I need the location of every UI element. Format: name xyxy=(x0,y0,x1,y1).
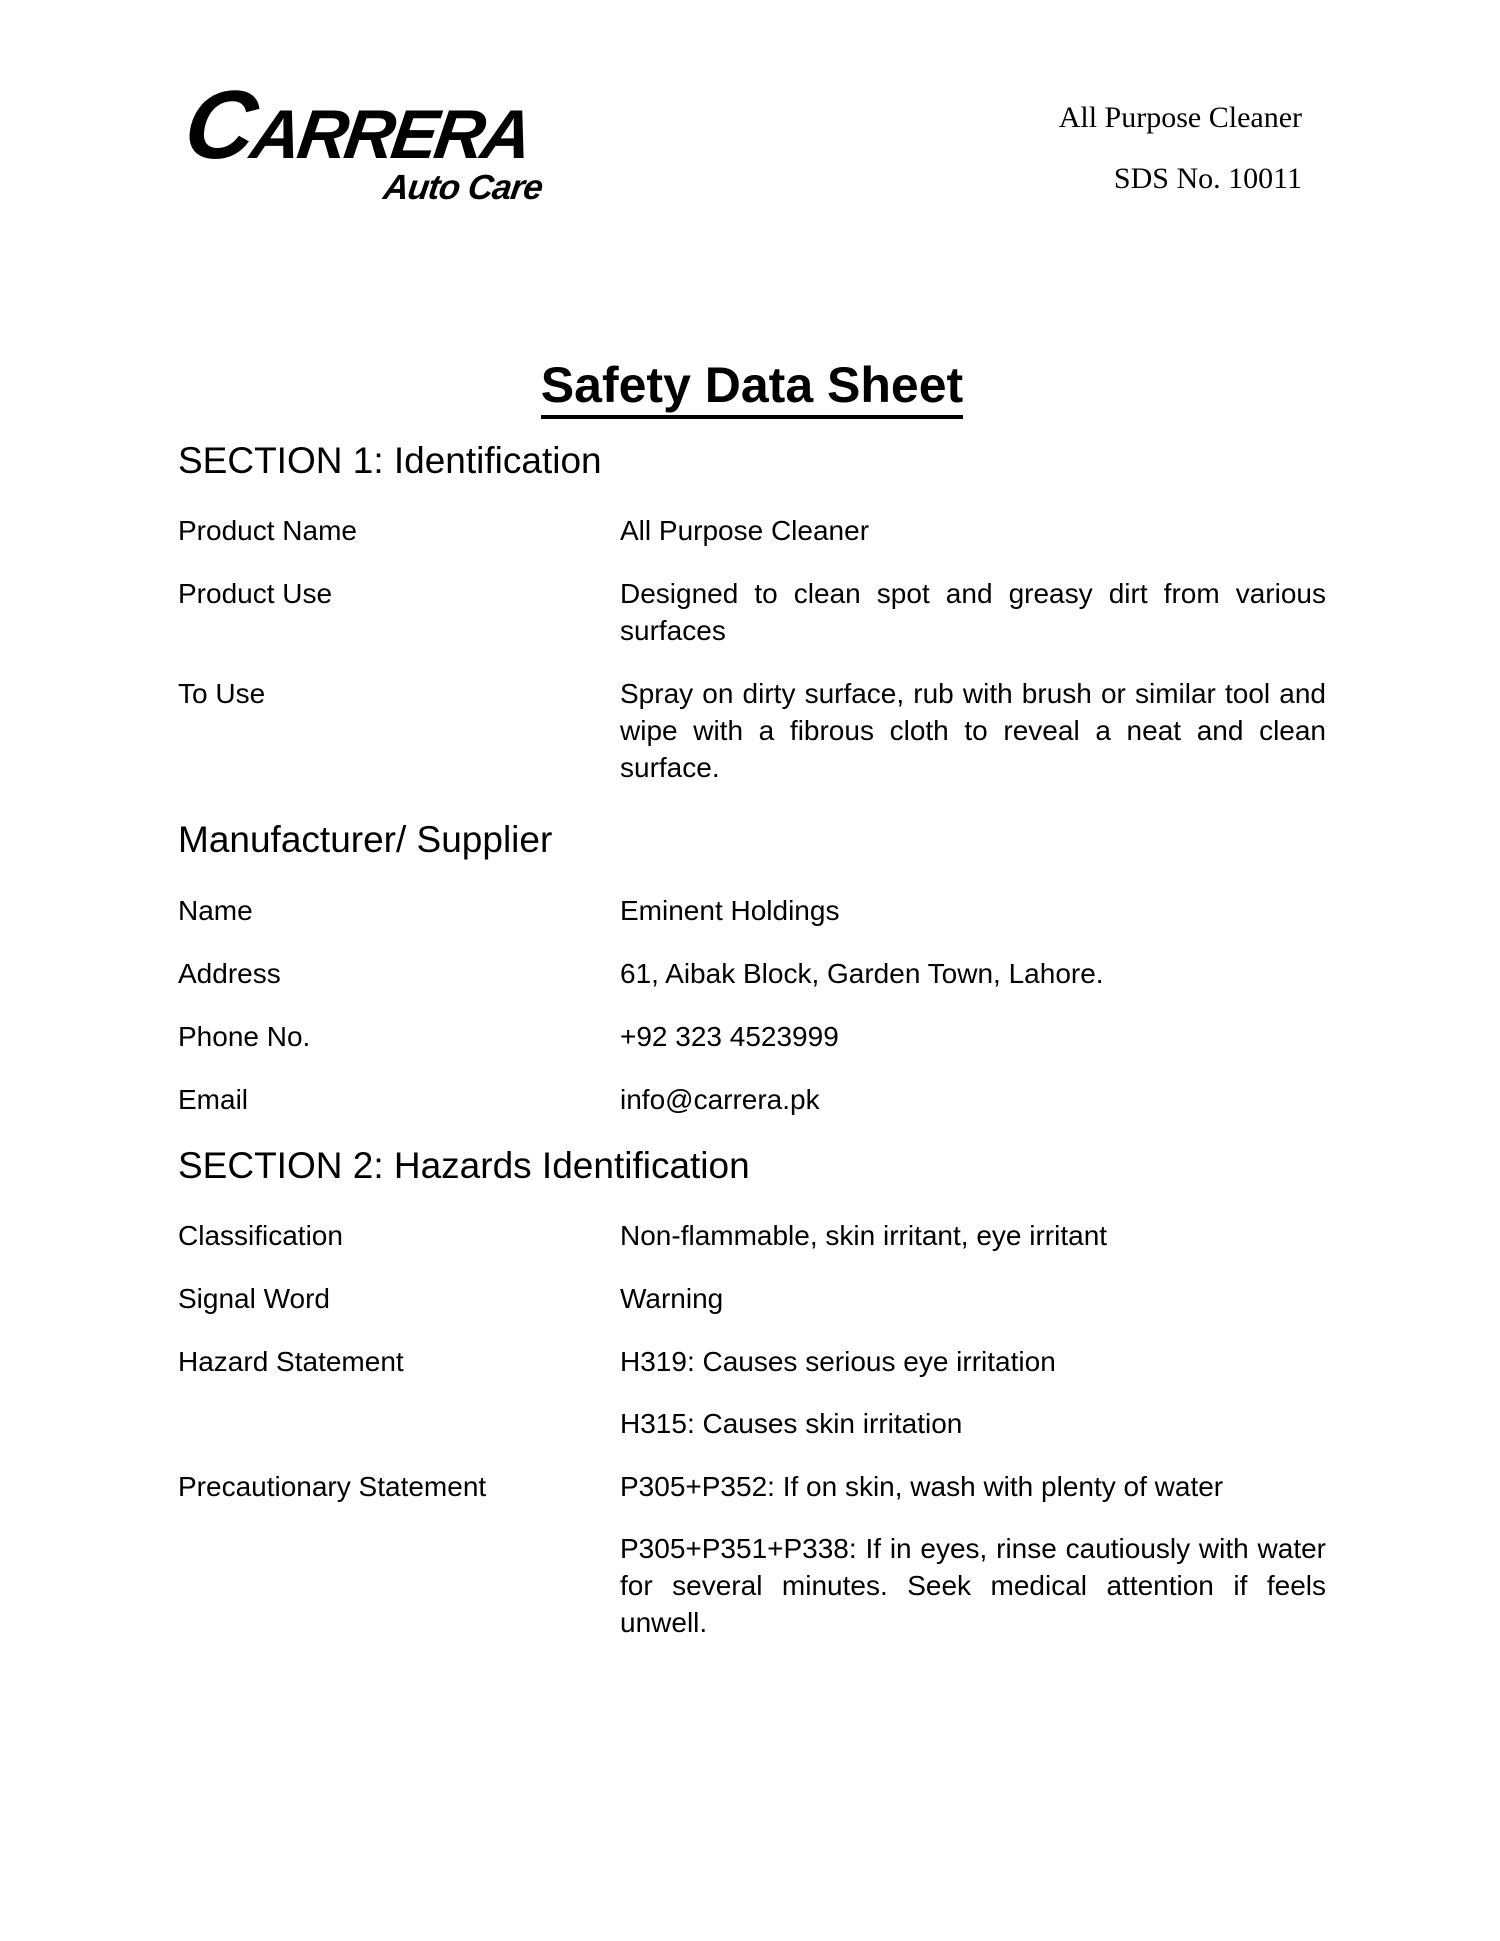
field-value xyxy=(620,1468,1326,1641)
manufacturer-heading: Manufacturer/ Supplier xyxy=(178,819,553,860)
section2-heading: SECTION 2: Hazards Identification xyxy=(178,1145,750,1186)
field-label: Address xyxy=(178,958,281,989)
carrera-logo xyxy=(178,70,566,208)
field-value: Designed to clean spot and greasy dirt from various surfaces xyxy=(620,578,1326,646)
page-header xyxy=(178,70,1326,217)
section2-rows xyxy=(178,1217,1326,1641)
field-value: Warning xyxy=(620,1283,724,1314)
manufacturer-rows xyxy=(178,892,1326,1118)
field-value: Non-flammable, skin irritant, eye irritant xyxy=(620,1220,1108,1251)
field-row-hazard-statement xyxy=(178,1343,1326,1442)
field-label: Precautionary Statement xyxy=(178,1471,487,1502)
logo-brand-text xyxy=(178,70,571,179)
field-row-product-use xyxy=(178,575,1326,649)
logo-brand-rest: ARRERA xyxy=(246,96,535,173)
field-row-to-use xyxy=(178,675,1326,786)
field-row-signal-word xyxy=(178,1280,1326,1317)
field-value: Eminent Holdings xyxy=(620,895,840,926)
field-row-phone xyxy=(178,1018,1326,1055)
title-container xyxy=(178,358,1326,419)
field-value xyxy=(620,1343,1326,1442)
logo-tagline: Auto Care xyxy=(381,167,545,207)
field-value: All Purpose Cleaner xyxy=(620,515,870,546)
field-value: Spray on dirty surface, rub with brush or similar tool and wipe with a fibrous cloth to reveal a neat and clean surface. xyxy=(620,678,1326,783)
field-value: +92 323 4523999 xyxy=(620,1021,839,1052)
field-label: To Use xyxy=(178,678,266,709)
precautionary-statement-p305-p352: P305+P352: If on skin, wash with plenty of water xyxy=(620,1471,1224,1502)
precautionary-statement-p305-p351-p338: P305+P351+P338: If in eyes, rinse cautiously with water for several minutes. Seek medical attention if feels unwell. xyxy=(620,1533,1326,1638)
field-value: 61, Aibak Block, Garden Town, Lahore. xyxy=(620,958,1104,989)
section1-heading: SECTION 1: Identification xyxy=(178,440,602,481)
field-value: info@carrera.pk xyxy=(620,1084,820,1115)
page-title: Safety Data Sheet xyxy=(541,358,963,419)
field-label: Classification xyxy=(178,1220,343,1251)
field-row-product-name xyxy=(178,512,1326,549)
field-label: Product Name xyxy=(178,515,357,546)
field-label: Product Use xyxy=(178,578,333,609)
field-row-email xyxy=(178,1081,1326,1118)
field-label: Email xyxy=(178,1084,249,1115)
field-label: Phone No. xyxy=(178,1021,311,1052)
section1-rows xyxy=(178,512,1326,786)
field-label: Name xyxy=(178,895,253,926)
header-product-name: All Purpose Cleaner xyxy=(1058,101,1302,134)
logo-brand-initial: C xyxy=(178,70,261,179)
hazard-statement-h315: H315: Causes skin irritation xyxy=(620,1408,963,1439)
field-row-precautionary-statement xyxy=(178,1468,1326,1641)
field-row-classification xyxy=(178,1217,1326,1254)
document-reference xyxy=(1059,87,1302,209)
header-sds-number: SDS No. 10011 xyxy=(1113,162,1302,195)
field-row-address xyxy=(178,955,1326,992)
field-row-name xyxy=(178,892,1326,929)
field-label: Signal Word xyxy=(178,1283,331,1314)
field-label: Hazard Statement xyxy=(178,1346,404,1377)
hazard-statement-h319: H319: Causes serious eye irritation xyxy=(620,1346,1056,1377)
